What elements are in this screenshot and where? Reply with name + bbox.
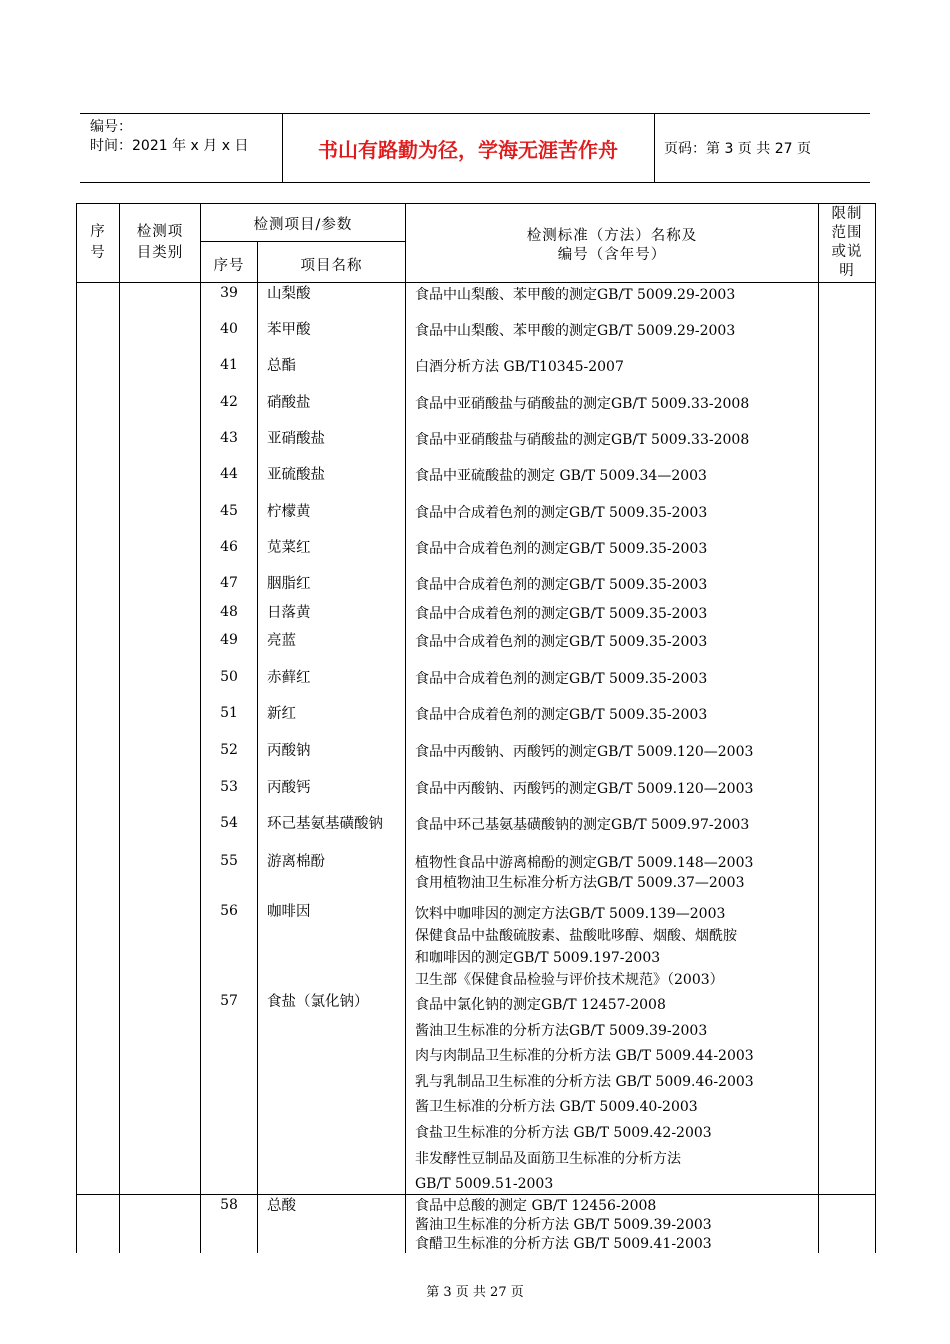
- item-name: 食盐（氯化钠）: [267, 994, 369, 1010]
- row-number: 39: [220, 285, 238, 301]
- standard-text: 植物性食品中游离棉酚的测定GB/T 5009.148—2003 食用植物油卫生标准分析方法GB/T 5009.37—2003: [415, 855, 754, 891]
- item-name: 总酸: [267, 1198, 296, 1214]
- column-line: [76, 203, 77, 1253]
- item-name: 山梨酸: [267, 286, 311, 302]
- standard-text: 食品中总酸的测定 GB/T 12456-2008 酱油卫生标准的分析方法 GB/T 5009.39-2003 食醋卫生标准的分析方法 GB/T 5009.41-2003: [415, 1198, 712, 1252]
- standard-text: 白酒分析方法 GB/T10345-2007: [415, 359, 624, 375]
- header-divider: [654, 114, 655, 182]
- item-name: 丙酸钠: [267, 743, 311, 759]
- row-number: 50: [220, 669, 238, 685]
- row-number: 46: [220, 539, 238, 555]
- item-name: 苯甲酸: [267, 322, 311, 338]
- standard-text: 食品中合成着色剂的测定GB/T 5009.35-2003: [415, 606, 708, 622]
- row-number: 53: [220, 779, 238, 795]
- item-name: 亚硝酸盐: [267, 431, 325, 447]
- header-page-number: 页码：第 3 页 共 27 页: [664, 141, 811, 157]
- row-number: 44: [220, 466, 238, 482]
- standard-text: 食品中亚硫酸盐的测定 GB/T 5009.34—2003: [415, 468, 707, 484]
- row-number: 58: [220, 1197, 238, 1213]
- row-number: 41: [220, 357, 238, 373]
- item-name: 硝酸盐: [267, 395, 311, 411]
- header-sub-seq: 序号: [213, 258, 245, 274]
- row-number: 56: [220, 903, 238, 919]
- item-name: 苋菜红: [267, 540, 311, 556]
- standard-text: 食品中环己基氨基磺酸钠的测定GB/T 5009.97-2003: [415, 817, 750, 833]
- header-category: 检测项目类别: [136, 224, 184, 261]
- standard-text: 食品中氯化钠的测定GB/T 12457-2008 酱油卫生标准的分析方法GB/T 5009.39-2003 肉与肉制品卫生标准的分析方法 GB/T 5009.44-2003 乳与乳制品卫生标准的分析方法 GB/T 5009.46-2003 酱卫生标准的分析方法 GB/T 5009.40-2003 食盐卫生标准的分析方法 GB/T 5009.42-2003 非发酵性豆制品及面筋卫生标准的分析方法 GB/T 5009.51-2003: [415, 997, 754, 1193]
- item-name: 亮蓝: [267, 633, 296, 649]
- row-number: 47: [220, 575, 238, 591]
- row-number: 52: [220, 742, 238, 758]
- standard-text: 食品中山梨酸、苯甲酸的测定GB/T 5009.29-2003: [415, 323, 736, 339]
- header-item-name: 项目名称: [300, 258, 363, 274]
- row-number: 48: [220, 604, 238, 620]
- standard-text: 食品中合成着色剂的测定GB/T 5009.35-2003: [415, 577, 708, 593]
- item-name: 胭脂红: [267, 576, 311, 592]
- item-name: 丙酸钙: [267, 780, 311, 796]
- standard-text: 食品中合成着色剂的测定GB/T 5009.35-2003: [415, 634, 708, 650]
- standard-text: 食品中亚硝酸盐与硝酸盐的测定GB/T 5009.33-2008: [415, 396, 750, 412]
- standard-text: 食品中合成着色剂的测定GB/T 5009.35-2003: [415, 671, 708, 687]
- standard-text: 食品中山梨酸、苯甲酸的测定GB/T 5009.29-2003: [415, 287, 736, 303]
- header-meta: [90, 118, 248, 156]
- header-seq: 序号: [90, 224, 106, 261]
- time-label: 时间：2021 年 x 月 x 日: [90, 138, 249, 154]
- row-number: 40: [220, 321, 238, 337]
- standard-text: 饮料中咖啡因的测定方法GB/T 5009.139—2003 保健食品中盐酸硫胺素、盐酸吡哆醇、烟酸、烟酰胺 和咖啡因的测定GB/T 5009.197-2003 卫生部《保健食品检验与评价技术规范》（2003）: [415, 906, 737, 988]
- item-name: 日落黄: [267, 605, 311, 621]
- row-number: 55: [220, 853, 238, 869]
- item-name: 环己基氨基磺酸钠: [267, 816, 383, 832]
- standard-text: 食品中丙酸钠、丙酸钙的测定GB/T 5009.120—2003: [415, 781, 754, 797]
- header-motto: 书山有路勤为径，学海无涯苦作舟: [318, 137, 618, 162]
- header-limit: 限制范围或说明: [831, 206, 863, 279]
- subheader-divider: [200, 241, 406, 242]
- standard-text: 食品中合成着色剂的测定GB/T 5009.35-2003: [415, 707, 708, 723]
- item-name: 柠檬黄: [267, 504, 311, 520]
- standard-text: 食品中丙酸钠、丙酸钙的测定GB/T 5009.120—2003: [415, 744, 754, 760]
- item-name: 赤藓红: [267, 670, 311, 686]
- column-line: [818, 203, 819, 1253]
- row-number: 42: [220, 394, 238, 410]
- header-standard-line1: 检测标准（方法）名称及: [526, 228, 698, 244]
- serial-label: 编号：: [90, 119, 132, 135]
- header-bottom-border: [76, 282, 876, 283]
- row-number: 51: [220, 705, 238, 721]
- standard-text: 食品中合成着色剂的测定GB/T 5009.35-2003: [415, 541, 708, 557]
- row-number: 45: [220, 503, 238, 519]
- page-footer: 第 3 页 共 27 页: [426, 1285, 524, 1300]
- standard-text: 食品中亚硝酸盐与硝酸盐的测定GB/T 5009.33-2008: [415, 432, 750, 448]
- table-border-top: [76, 203, 876, 204]
- item-name: 亚硫酸盐: [267, 467, 325, 483]
- header-standard-line2: 编号（含年号）: [557, 247, 667, 263]
- column-line: [119, 203, 120, 1253]
- row-number: 49: [220, 632, 238, 648]
- item-name: 新红: [267, 706, 296, 722]
- item-name: 总酯: [267, 358, 296, 374]
- column-line: [875, 203, 876, 1253]
- row-number: 57: [220, 993, 238, 1009]
- row-number: 43: [220, 430, 238, 446]
- page-header: [80, 113, 870, 183]
- header-item-param: 检测项目/参数: [253, 217, 353, 233]
- item-name: 游离棉酚: [267, 854, 325, 870]
- item-name: 咖啡因: [267, 904, 311, 920]
- row-number: 54: [220, 815, 238, 831]
- standard-text: 食品中合成着色剂的测定GB/T 5009.35-2003: [415, 505, 708, 521]
